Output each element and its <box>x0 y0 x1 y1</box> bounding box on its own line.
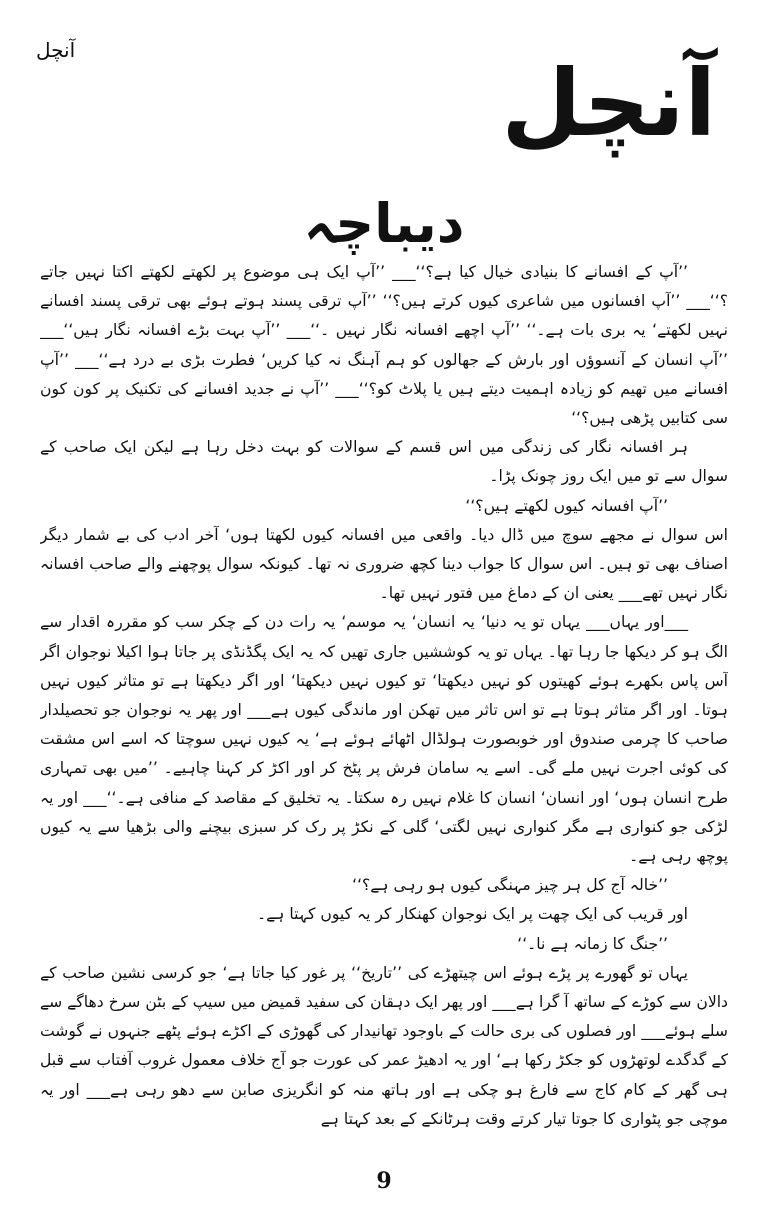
running-head: آنچل <box>36 38 76 62</box>
quote-line: ’’خالہ آج کل ہر چیز مہنگی کیوں ہو رہی ہے؟‘‘ <box>352 876 668 895</box>
quote-line: ’’جنگ کا زمانہ ہے نا۔‘‘ <box>517 934 668 953</box>
chapter-title: دیباچہ <box>303 192 465 255</box>
page-number: 9 <box>376 1168 392 1194</box>
paragraph: ہر افسانہ نگار کی زندگی میں اس قسم کے سوالات کو بہت دخل رہا ہے لیکن ایک صاحب کے سوال سے تو میں ایک روز چونک پڑا۔ <box>40 438 728 486</box>
paragraph: یہاں تو گھورے پر پڑے ہوئے اس چیتھڑے کی ’’تاریخ‘‘ پر غور کیا جاتا ہے‘ جو کرسی نشین صاحب کے دالان سے کوڑے کے ساتھ آ گرا ہے___ اور پھر ایک دہقان کی سفید قمیض میں سیپ کے بٹن سرخ دھاگے سے سلے ہوئے___ اور فصلوں کی بری حالت کے باوجود تھانیدار کی گھوڑی کے اکڑے ہوئے پٹھے جنہوں نے گوشت کے گدگدے لوتھڑوں کو جکڑ رکھا ہے‘ اور یہ ادھیڑ عمر کی عورت جو آج خلاف معمول غروب آفتاب سے قبل ہی گھر کے کام کاج سے فارغ ہو چکی ہے اور ہاتھ منہ کو انگریزی صابن سے دھو رہی ہے___ اور یہ موچی جو پٹواری کا جوتا تیار کرتے وقت ہرٹانکے کے بعد کہتا ہے <box>40 963 728 1128</box>
paragraph: اس سوال نے مجھے سوچ میں ڈال دیا۔ واقعی میں افسانہ کیوں لکھتا ہوں‘ آخر ادب کی بے شمار دیگر اصناف بھی تو ہیں۔ اس سوال کا جواب دینا کچھ ضروری نہ تھا۔ کیونکہ سوال پوچھنے والے صاحب افسانہ نگار نہیں تھے___ یعنی ان کے دماغ میں فتور نہیں تھا۔ <box>40 525 728 603</box>
book-title: آنچل <box>501 50 716 157</box>
paragraph: اور قریب کی ایک چھت پر ایک نوجوان کھنکار کر یہ کیوں کہتا ہے۔ <box>257 905 688 924</box>
paragraph: ’’آپ کے افسانے کا بنیادی خیال کیا ہے؟‘‘___ ’’آپ ایک ہی موضوع پر لکھتے لکھتے اکتا نہیں جاتے ؟‘‘___ ’’آپ افسانوں میں شاعری کیوں کرتے ہیں؟‘‘ ’’آپ ترقی پسند ہوتے ہوئے بھی ترقی پسند افسانے نہیں لکھتے‘ یہ بری بات ہے۔‘‘ ’’آپ اچھے افسانہ نگار نہیں ۔‘‘___ ’’آپ بہت بڑے افسانہ نگار ہیں‘‘___ ’’آپ انسان کے آنسوؤں اور بارش کے جھالوں کو ہم آہنگ نہ کیا کریں‘ فطرت بڑی بے درد ہے‘‘___ ’’آپ افسانے میں تھیم کو زیادہ اہمیت دیتے ہیں یا پلاٹ کو؟‘‘___ ’’آپ نے جدید افسانے کی تکنیک پر کون کون سی کتابیں پڑھی ہیں؟‘‘ <box>40 263 728 428</box>
paragraph: ___اور یہاں___ یہاں تو یہ دنیا‘ یہ انسان‘ یہ موسم‘ یہ رات دن کے چکر سب کو مقررہ اقدار سے الگ ہو کر دیکھا جا رہا تھا۔ یہاں تو یہ کوششیں جاری تھیں کہ یہ ایک پگڈنڈی پر جاتا ہوا اکیلا نوجوان اگر آس پاس بکھرے ہوئے کھیتوں کو نہیں دیکھتا‘ تو کیوں نہیں دیکھتا‘ اور اگر دیکھتا ہے تو متاثر کیوں نہیں ہوتا۔ اور اگر متاثر ہوتا ہے تو اس تاثر میں تھکن اور ماندگی کیوں ہے___ اور پھر یہ نوجوان جو تحصیلدار صاحب کا چرمی صندوق اور خوبصورت ہولڈال اٹھائے ہوئے ہے‘ یہ کیوں نہیں سوچتا کہ اسے اس مشقت کی کوئی اجرت نہیں ملے گی۔ اسے یہ سامان فرش پر پٹخ کر اور اکڑ کر کہنا چاہیے۔ ’’میں بھی تمہاری طرح انسان ہوں‘ اور انسان‘ انسان کا غلام نہیں رہ سکتا۔ یہ تخلیق کے مقاصد کے منافی ہے۔‘‘___ اور یہ لڑکی جو کنواری ہے مگر کنواری نہیں لگتی‘ گلی کے نکڑ پر رک کر سبزی بیچنے والی بڑھیا سے یہ کیوں پوچھ رہی ہے۔ <box>40 613 728 866</box>
body-text <box>40 258 728 1158</box>
quote-line: ’’آپ افسانہ کیوں لکھتے ہیں؟‘‘ <box>465 496 668 515</box>
